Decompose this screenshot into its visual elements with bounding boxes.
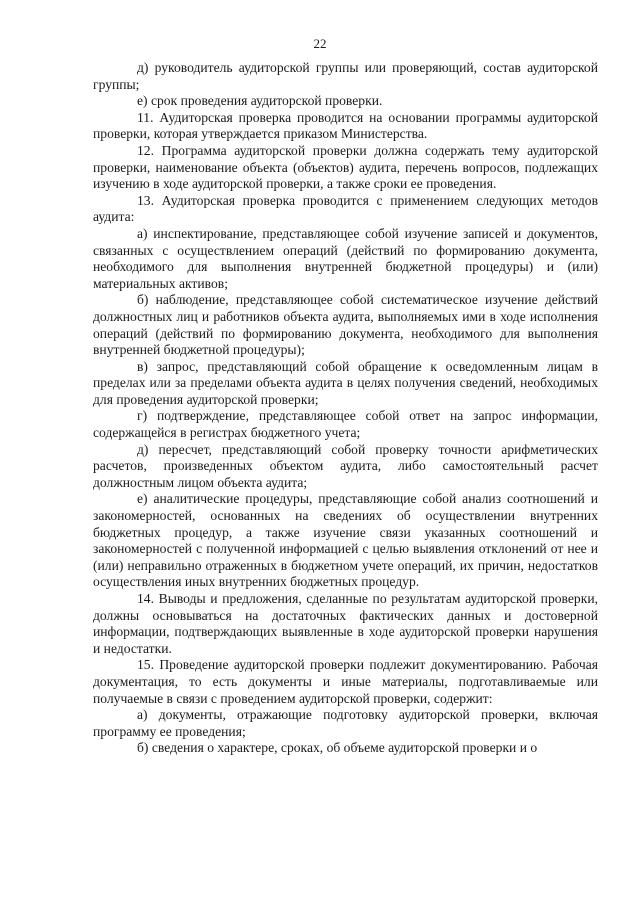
page-number: 22 bbox=[313, 36, 327, 51]
paragraph-13: 13. Аудиторская проверка проводится с применением следующих методов аудита: bbox=[93, 192, 598, 225]
paragraph-13-v-inquiry: в) запрос, представляющий собой обращение к осведомленным лицам в пределах или за пределами объекта аудита в целях получения сведений, необходимых для проведения аудиторской проверки; bbox=[93, 358, 598, 407]
paragraph-15: 15. Проведение аудиторской проверки подлежит документированию. Рабочая документация, то есть документы и иные материалы, подготавливаемые или получаемые в связи с проведением аудиторской проверки, содержит: bbox=[93, 657, 598, 706]
paragraph-13-a-inspection: а) инспектирование, представляющее собой изучение записей и документов, связанных с осуществлением операций (действий по формированию документа, необходимого для выполнения внутренней бюджетной процедуры) и (или) материальных активов; bbox=[93, 225, 598, 291]
paragraph-13-d-recalculation: д) пересчет, представляющий собой проверку точности арифметических расчетов, произведенных объектом аудита, либо самостоятельный расчет должностным лицом объекта аудита; bbox=[93, 441, 598, 490]
paragraph-e-audit-term: е) срок проведения аудиторской проверки. bbox=[137, 93, 383, 109]
paragraph-d-group-leader: д) руководитель аудиторской группы или проверяющий, состав аудиторской группы; bbox=[93, 60, 598, 92]
paragraph-15-b-information: б) сведения о характере, сроках, об объеме аудиторской проверки и о bbox=[137, 740, 538, 756]
document-body bbox=[93, 60, 598, 757]
paragraph-13-g-confirmation: г) подтверждение, представляющее собой ответ на запрос информации, содержащейся в регистрах бюджетного учета; bbox=[93, 408, 598, 441]
paragraph-15-a-documents: а) документы, отражающие подготовку аудиторской проверки, включая программу ее проведения; bbox=[93, 707, 598, 739]
paragraph-12: 12. Программа аудиторской проверки должна содержать тему аудиторской проверки, наименование объекта (объектов) аудита, перечень вопросов, подлежащих изучению в ходе аудиторской проверки, а также сроки ее проведения. bbox=[93, 142, 598, 192]
paragraph-13-e-analytics: е) аналитические процедуры, представляющие собой анализ соотношений и закономерностей, основанных на сведениях об осуществлении внутренних бюджетных процедур, а также изучение связи указанных соотношений и закономерностей с полученной информацией с целью выявления отклонений от нее и (или) неправильно отраженных в бюджетном учете операций, их причин, недостатков осуществления иных внутренних бюджетных процедур. bbox=[93, 491, 598, 590]
paragraph-11: 11. Аудиторская проверка проводится на основании программы аудиторской проверки, которая утверждается приказом Министерства. bbox=[93, 109, 598, 142]
paragraph-14: 14. Выводы и предложения, сделанные по результатам аудиторской проверки, должны основываться на достаточных фактических данных и достоверной информации, подтверждающих выявленные в ходе аудиторской проверки нарушения и недостатки. bbox=[93, 591, 598, 656]
paragraph-13-b-observation: б) наблюдение, представляющее собой систематическое изучение действий должностных лиц и работников объекта аудита, выполняемых ими в ходе исполнения операций (действий по формированию документа, необходимого для выполнения внутренней бюджетной процедуры); bbox=[93, 292, 598, 358]
